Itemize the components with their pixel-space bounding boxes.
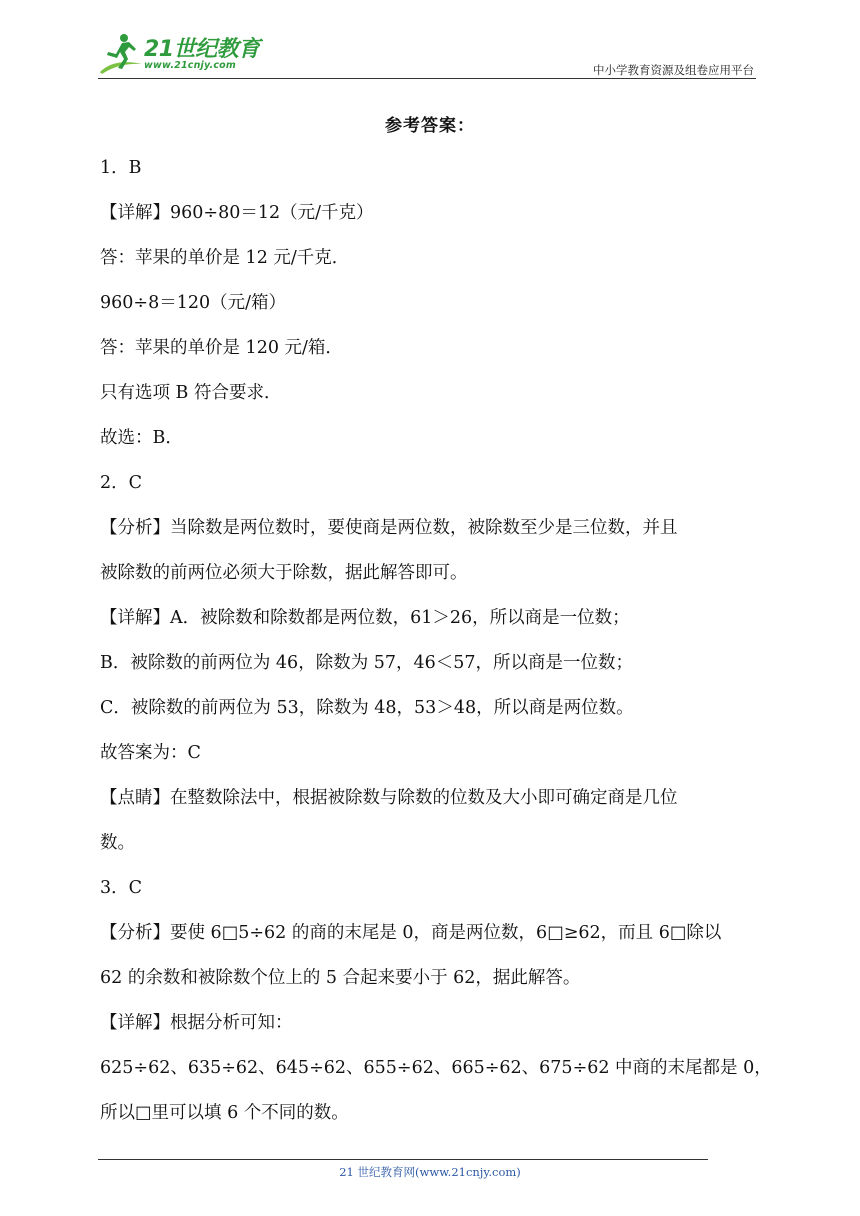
- answer-line: 【分析】要使 6□5÷62 的商的末尾是 0，商是两位数，6□≥62，而且 6□除以: [100, 923, 722, 943]
- answer-line: C．被除数的前两位为 53，除数为 48，53＞48，所以商是两位数。: [100, 698, 634, 718]
- answer-line: 【点睛】在整数除法中，根据被除数与除数的位数及大小即可确定商是几位: [100, 788, 678, 808]
- answer-line: 960÷8＝120（元/箱）: [100, 293, 286, 313]
- footer-link[interactable]: 21 世纪教育网(www.21cnjy.com): [339, 1165, 521, 1179]
- logo-brand-text: 21世纪教育: [144, 37, 260, 62]
- footer-divider: [98, 1159, 708, 1160]
- header-divider: [98, 78, 756, 79]
- header-tagline: 中小学教育资源及组卷应用平台: [593, 63, 754, 77]
- answer-line: 2．C: [100, 473, 143, 493]
- site-logo: [98, 32, 298, 76]
- answer-line: 【分析】当除数是两位数时，要使商是两位数，被除数至少是三位数，并且: [100, 518, 678, 538]
- answer-line: 所以□里可以填 6 个不同的数。: [100, 1103, 349, 1123]
- answer-line: B．被除数的前两位为 46，除数为 57，46＜57，所以商是一位数；: [100, 653, 634, 673]
- page-header: [98, 30, 756, 78]
- answer-line: 【详解】A．被除数和除数都是两位数，61＞26，所以商是一位数；: [100, 608, 630, 628]
- answer-line: 625÷62、635÷62、645÷62、655÷62、665÷62、675÷62 中商的末尾都是 0，: [100, 1058, 772, 1078]
- answer-line: 62 的余数和被除数个位上的 5 合起来要小于 62，据此解答。: [100, 968, 581, 988]
- answer-line: 【详解】根据分析可知：: [100, 1013, 293, 1033]
- page-title: 参考答案：: [385, 116, 475, 136]
- answer-line: 答：苹果的单价是 12 元/千克．: [100, 248, 350, 268]
- answer-line: 被除数的前两位必须大于除数，据此解答即可。: [100, 563, 468, 583]
- answer-line: 只有选项 B 符合要求．: [100, 383, 282, 403]
- answer-line: 1．B: [100, 158, 142, 178]
- logo-url-text: www.21cnjy.com: [144, 60, 236, 71]
- answer-line: 答：苹果的单价是 120 元/箱．: [100, 338, 343, 358]
- answer-line: 数。: [100, 833, 135, 853]
- answer-line: 故选：B．: [100, 428, 183, 448]
- answer-line: 3．C: [100, 878, 143, 898]
- answer-line: 故答案为：C: [100, 743, 201, 763]
- answer-line: 【详解】960÷80＝12（元/千克）: [100, 203, 374, 223]
- runner-logo-icon: [98, 32, 144, 76]
